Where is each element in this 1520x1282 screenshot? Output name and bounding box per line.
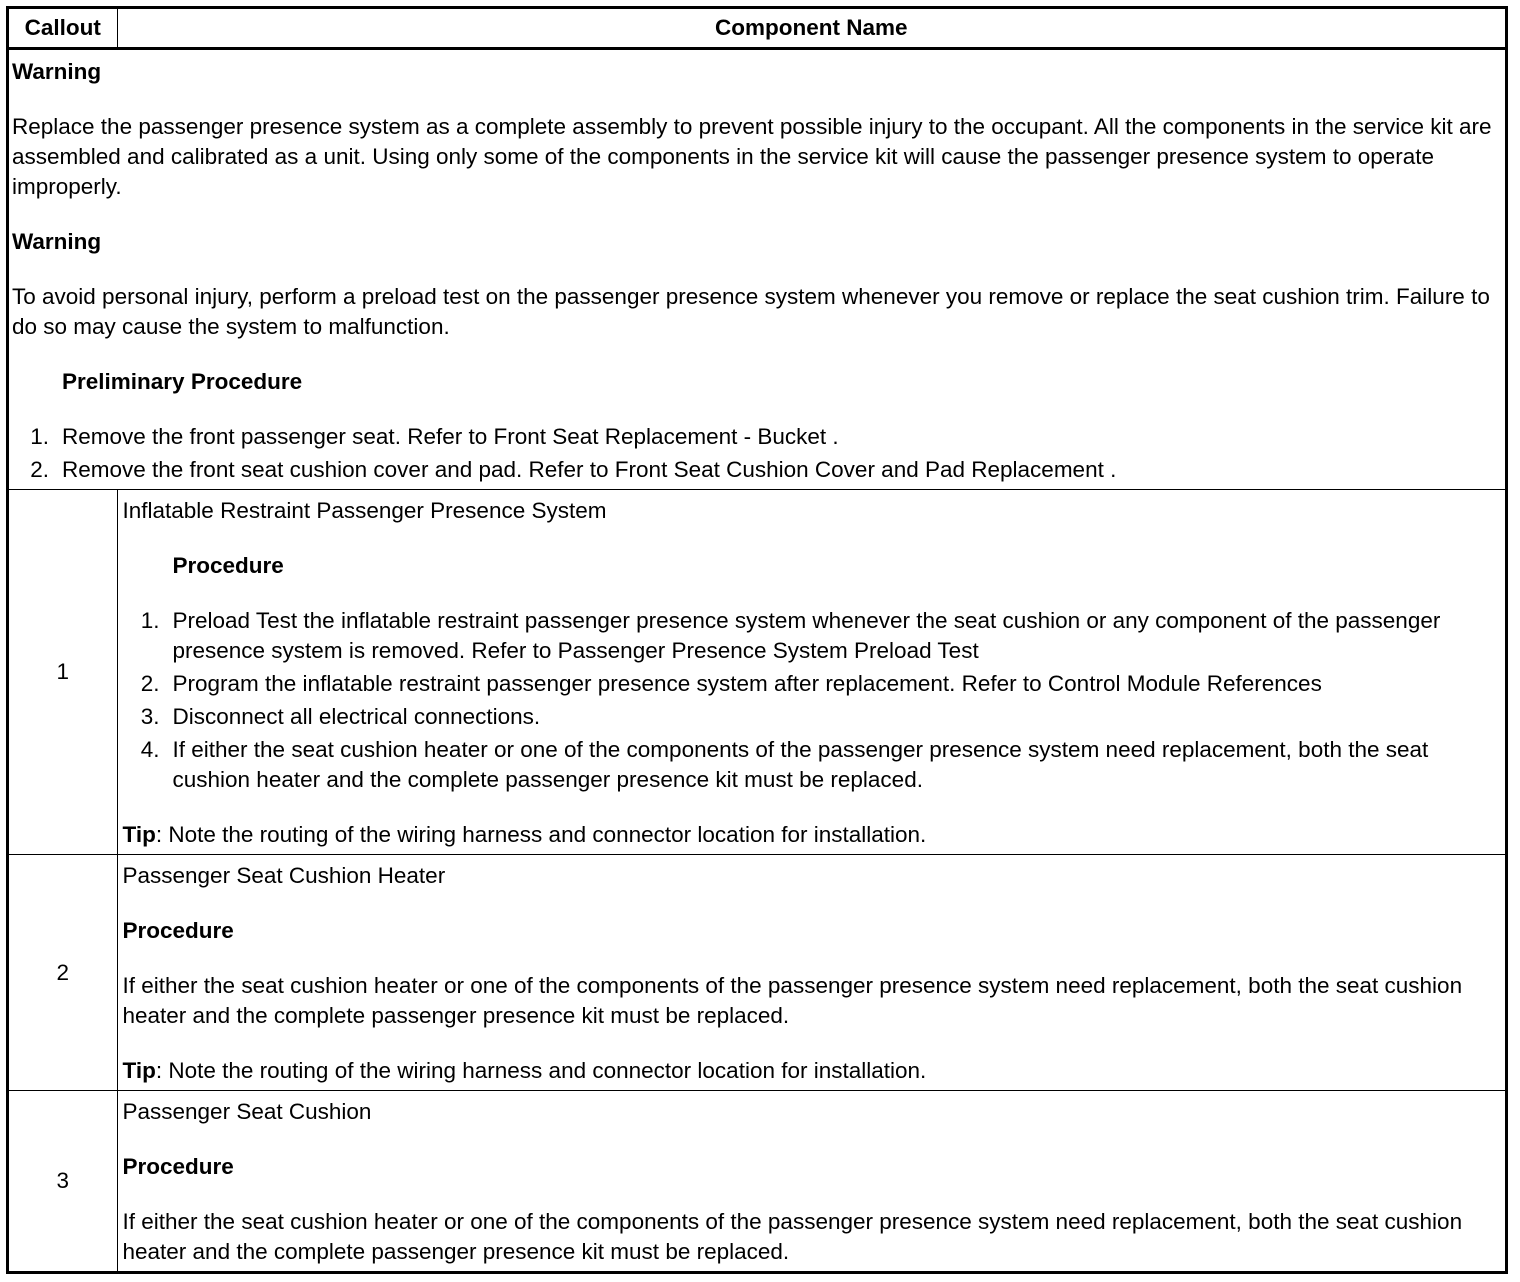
step-item xyxy=(12,422,1499,452)
callout-number: 1 xyxy=(9,490,117,855)
procedure-text: If either the seat cushion heater or one of the components of the passenger presence system need replacement, both the seat cushion heater and the complete passenger presence kit must be replaced. xyxy=(122,973,1463,1028)
step-number: 3. xyxy=(140,704,160,729)
step-item xyxy=(123,669,1498,699)
component-name: Passenger Seat Cushion Heater xyxy=(122,863,446,888)
component-name-column-header: Component Name xyxy=(117,9,1505,49)
component-cell xyxy=(117,490,1505,855)
component-cell xyxy=(117,855,1505,1091)
step-item xyxy=(123,606,1498,666)
procedure-title: Procedure xyxy=(172,553,284,578)
step-item xyxy=(12,455,1499,485)
step-text: Program the inflatable restraint passenger presence system after replacement. Refer to Control Module References xyxy=(172,671,1322,696)
step-text: If either the seat cushion heater or one of the components of the passenger presence system need replacement, both the seat cushion heater and the complete passenger presence kit must be replaced. xyxy=(172,737,1429,792)
warning-text: Replace the passenger presence system as a complete assembly to prevent possible injury to the occupant. All the components in the service kit are assembled and calibrated as a unit. Using only some of the components in the service kit will cause the passenger presence system to operate improperly. xyxy=(12,114,1492,199)
step-text: Remove the front passenger seat. Refer to Front Seat Replacement - Bucket . xyxy=(62,424,839,449)
step-number: 2. xyxy=(30,457,49,482)
component-name: Inflatable Restraint Passenger Presence System xyxy=(122,498,607,523)
table-row xyxy=(9,490,1505,855)
callout-column-header: Callout xyxy=(9,9,117,49)
procedure-title: Procedure xyxy=(122,918,234,943)
table-row xyxy=(9,855,1505,1091)
component-table-frame xyxy=(6,6,1508,1274)
tip-label: Tip xyxy=(122,1058,156,1083)
warning-title: Warning xyxy=(12,59,102,84)
tip-label: Tip xyxy=(122,822,156,847)
tip xyxy=(123,820,1498,850)
preliminary-procedure-title: Preliminary Procedure xyxy=(62,369,303,394)
step-number: 4. xyxy=(140,737,160,762)
callout-number: 2 xyxy=(9,855,117,1091)
warning-text: To avoid personal injury, perform a preload test on the passenger presence system whenever you remove or replace the seat cushion trim. Failure to do so may cause the system to malfunction. xyxy=(12,284,1490,339)
step-item xyxy=(123,702,1498,732)
step-text: Preload Test the inflatable restraint passenger presence system whenever the seat cushion or any component of the passenger presence system is removed. Refer to Passenger Presence System Preload Test xyxy=(172,608,1441,663)
step-number: 1. xyxy=(30,424,49,449)
table-header-row xyxy=(9,9,1505,49)
procedure-text: If either the seat cushion heater or one of the components of the passenger presence system need replacement, both the seat cushion heater and the complete passenger presence kit must be replaced. xyxy=(122,1209,1463,1264)
component-name: Passenger Seat Cushion xyxy=(122,1099,372,1124)
callout-number: 3 xyxy=(9,1091,117,1272)
step-text: Disconnect all electrical connections. xyxy=(172,704,541,729)
tip-text: : Note the routing of the wiring harness and connector location for installation. xyxy=(155,822,927,847)
table-row xyxy=(9,1091,1505,1272)
step-item xyxy=(123,735,1498,795)
step-number: 2. xyxy=(140,671,160,696)
step-text: Remove the front seat cushion cover and pad. Refer to Front Seat Cushion Cover and Pad Replacement . xyxy=(62,457,1117,482)
component-cell xyxy=(117,1091,1505,1272)
preliminary-steps xyxy=(12,422,1499,485)
tip-text: : Note the routing of the wiring harness and connector location for installation. xyxy=(155,1058,927,1083)
procedure-steps xyxy=(123,606,1498,795)
component-table xyxy=(9,9,1505,1271)
procedure-title: Procedure xyxy=(122,1154,234,1179)
intro-cell xyxy=(9,49,1505,490)
intro-row xyxy=(9,49,1505,490)
warning-title: Warning xyxy=(12,229,102,254)
step-number: 1. xyxy=(140,608,160,633)
tip xyxy=(123,1056,1498,1086)
